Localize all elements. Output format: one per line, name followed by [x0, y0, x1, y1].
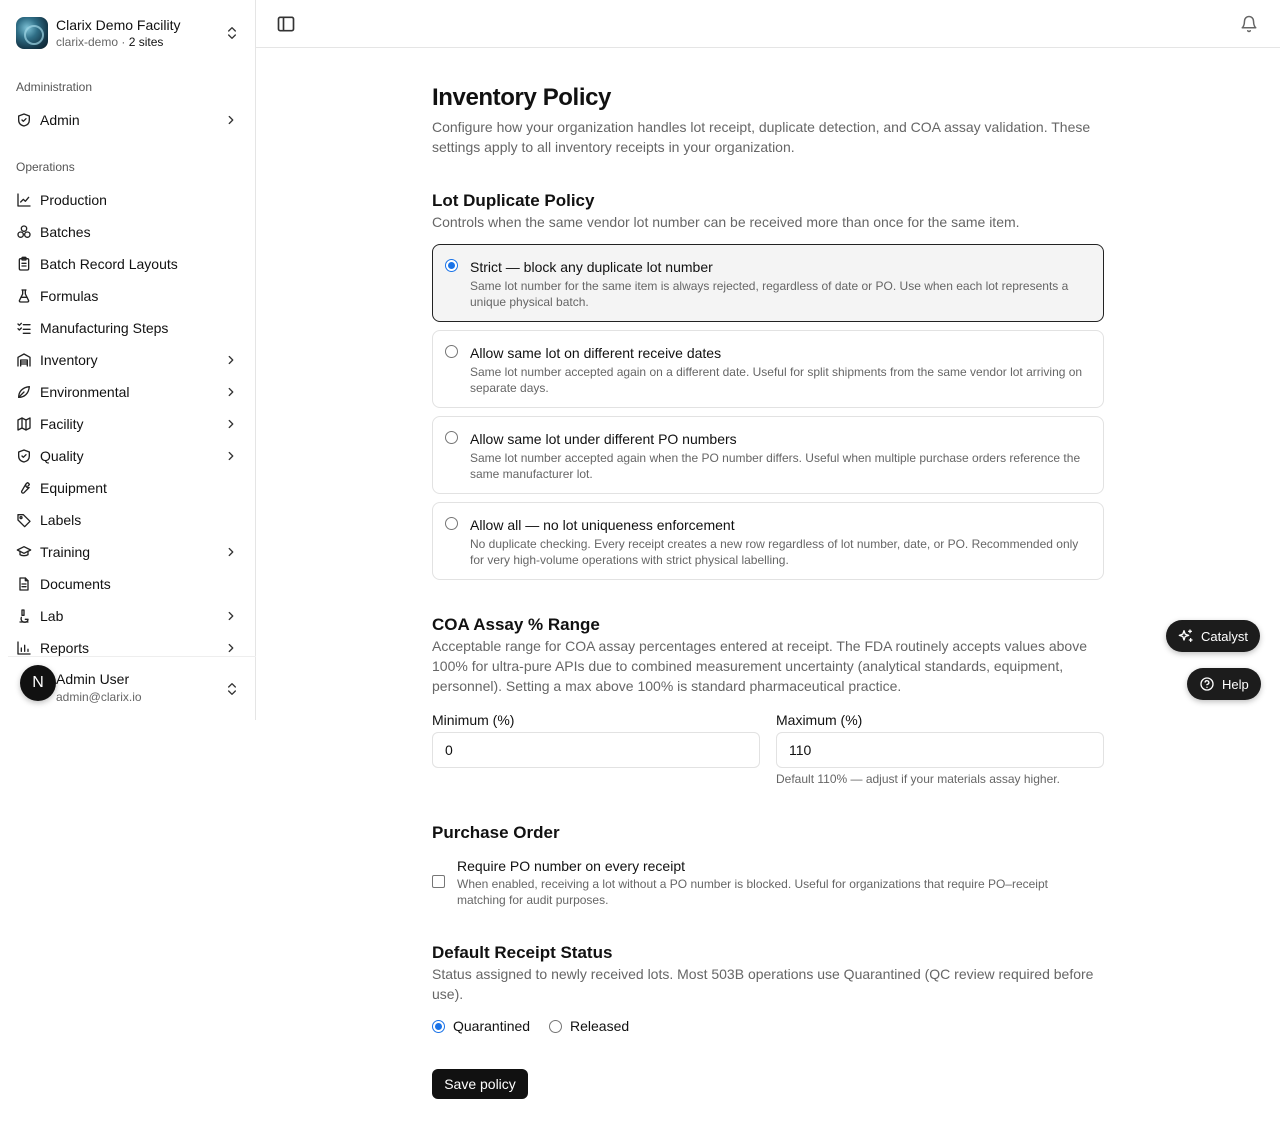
- map-icon: [16, 416, 32, 432]
- chevron-right-icon: [224, 113, 238, 127]
- radio-different-dates[interactable]: [445, 345, 458, 358]
- sidebar-item-environmental[interactable]: [8, 378, 248, 406]
- graduation-cap-icon: [16, 544, 32, 560]
- lot-policy-option-strict[interactable]: [432, 244, 1104, 322]
- section-administration: Administration: [16, 80, 93, 94]
- leaf-icon: [16, 384, 32, 400]
- option-title: Strict — block any duplicate lot number: [470, 259, 713, 275]
- org-separator: ·: [118, 35, 129, 49]
- save-policy-button[interactable]: Save policy: [432, 1069, 528, 1099]
- option-description: Same lot number accepted again when the PO number differs. Useful when multiple purchase orders reference the same manufacturer lot.: [470, 451, 1081, 481]
- status-option-released[interactable]: [549, 1018, 629, 1034]
- warehouse-icon: [16, 352, 32, 368]
- coa-description: Acceptable range for COA assay percentages entered at receipt. The FDA routinely accepts values above 100% for ultra-pure APIs due to combined measurement uncertainty (analytical standards, equipment, personnel). Setting a max above 100% is standard pharmaceutical practice.: [432, 638, 1088, 694]
- sidebar-item-label: Facility: [40, 416, 84, 432]
- purchase-order-title: Purchase Order: [432, 823, 560, 842]
- coa-max-hint: Default 110% — adjust if your materials assay higher.: [776, 772, 1060, 786]
- org-logo: [16, 17, 48, 49]
- require-po-description: When enabled, receiving a lot without a PO number is blocked. Useful for organizations that require PO–receipt matching for audit purposes.: [457, 877, 1048, 907]
- page-description: Configure how your organization handles lot receipt, duplicate detection, and COA assay validation. These settings apply to all inventory receipts in your organization.: [432, 119, 1091, 155]
- user-name: Admin User: [56, 671, 130, 687]
- coa-min-input[interactable]: [432, 732, 760, 768]
- require-po-label: Require PO number on every receipt: [457, 858, 685, 874]
- tag-icon: [16, 512, 32, 528]
- sidebar-item-label: Production: [40, 192, 107, 208]
- checklist-icon: [16, 320, 32, 336]
- org-slug: clarix-demo: [56, 35, 119, 49]
- coa-max-input[interactable]: [776, 732, 1104, 768]
- sidebar-item-documents[interactable]: [8, 570, 248, 598]
- sidebar-item-label: Labels: [40, 512, 82, 528]
- radio-different-po[interactable]: [445, 431, 458, 444]
- help-button[interactable]: [1187, 668, 1261, 700]
- section-operations: Operations: [16, 160, 75, 174]
- sparkles-icon: [1178, 628, 1194, 644]
- file-icon: [16, 576, 32, 592]
- chart-icon: [16, 192, 32, 208]
- status-option-quarantined[interactable]: [432, 1018, 530, 1034]
- radio-quarantined[interactable]: [432, 1020, 445, 1033]
- sidebar-item-label: Equipment: [40, 480, 107, 496]
- topbar: [256, 0, 1280, 48]
- catalyst-button[interactable]: [1166, 620, 1260, 652]
- clipboard-icon: [16, 256, 32, 272]
- sidebar-item-production[interactable]: [8, 186, 248, 214]
- chevron-right-icon: [224, 545, 238, 559]
- microscope-icon: [16, 608, 32, 624]
- sidebar-item-label: Formulas: [40, 288, 99, 304]
- user-email: admin@clarix.io: [56, 690, 142, 704]
- lot-policy-option-different-po[interactable]: [432, 416, 1104, 494]
- bell-icon[interactable]: [1240, 15, 1258, 33]
- sidebar-item-batches[interactable]: [8, 218, 248, 246]
- chevron-right-icon: [224, 417, 238, 431]
- boxes-icon: [16, 224, 32, 240]
- option-title: Allow same lot on different receive dates: [470, 345, 722, 361]
- option-description: Same lot number for the same item is always rejected, regardless of date or PO. Use when each lot represents a unique physical batch.: [470, 279, 1069, 309]
- sidebar-item-label: Batches: [40, 224, 91, 240]
- status-option-label: Quarantined: [453, 1018, 531, 1034]
- chevrons-up-down-icon: [224, 681, 240, 697]
- org-sites: 2 sites: [128, 35, 164, 49]
- lot-policy-option-allow-all[interactable]: [432, 502, 1104, 580]
- sidebar-item-label: Documents: [40, 576, 111, 592]
- sidebar-item-batch-record-layouts[interactable]: [8, 250, 248, 278]
- option-description: No duplicate checking. Every receipt creates a new row regardless of lot number, date, or PO. Recommended only for very high-volume operations with strict physical labelling.: [470, 537, 1079, 567]
- sidebar-item-label: Training: [40, 544, 91, 560]
- sidebar-item-label: Inventory: [40, 352, 98, 368]
- radio-allow-all[interactable]: [445, 517, 458, 530]
- option-title: Allow all — no lot uniqueness enforcement: [470, 517, 735, 533]
- sidebar-item-label: Batch Record Layouts: [40, 256, 178, 272]
- shield-check-icon: [16, 112, 32, 128]
- sidebar-item-manufacturing-steps[interactable]: [8, 314, 248, 342]
- org-text: [56, 16, 224, 50]
- sidebar-item-inventory[interactable]: [8, 346, 248, 374]
- sidebar-item-label: Quality: [40, 448, 84, 464]
- flask-icon: [16, 288, 32, 304]
- chevron-right-icon: [224, 641, 238, 655]
- lot-policy-description: Controls when the same vendor lot number can be received more than once for the same item.: [432, 214, 1020, 230]
- coa-title: COA Assay % Range: [432, 615, 600, 634]
- lot-policy-title: Lot Duplicate Policy: [432, 191, 595, 210]
- receipt-status-title: Default Receipt Status: [432, 943, 613, 962]
- option-description: Same lot number accepted again on a different date. Useful for split shipments from the same vendor lot arriving on separate days.: [470, 365, 1083, 395]
- require-po-checkbox[interactable]: [432, 875, 445, 888]
- sidebar-item-equipment[interactable]: [8, 474, 248, 502]
- radio-released[interactable]: [549, 1020, 562, 1033]
- coa-max-label: Maximum (%): [776, 712, 863, 728]
- chevron-right-icon: [224, 449, 238, 463]
- wrench-icon: [16, 480, 32, 496]
- sidebar-item-label: Reports: [40, 640, 90, 656]
- sidebar-toggle-icon[interactable]: [276, 14, 296, 34]
- status-option-label: Released: [570, 1018, 630, 1034]
- sidebar-item-facility[interactable]: [8, 410, 248, 438]
- user-menu[interactable]: [8, 656, 256, 712]
- bar-chart-icon: [16, 640, 32, 656]
- sidebar-item-quality[interactable]: [8, 442, 248, 470]
- radio-strict[interactable]: [445, 259, 458, 272]
- chevrons-up-down-icon: [224, 25, 240, 41]
- sidebar-item-formulas[interactable]: [8, 282, 248, 310]
- sidebar-item-label: Manufacturing Steps: [40, 320, 169, 336]
- coa-min-label: Minimum (%): [432, 712, 515, 728]
- help-label: Help: [1222, 676, 1249, 692]
- sidebar-item-lab[interactable]: [8, 602, 248, 630]
- help-circle-icon: [1199, 676, 1215, 692]
- shield-check-icon: [16, 448, 32, 464]
- org-name: Clarix Demo Facility: [56, 17, 181, 33]
- sidebar-item-training[interactable]: [8, 538, 248, 566]
- page-title: Inventory Policy: [432, 84, 611, 111]
- sidebar-item-admin[interactable]: [8, 106, 248, 134]
- org-subtitle: [56, 34, 224, 50]
- receipt-status-description: Status assigned to newly received lots. Most 503B operations use Quarantined (QC review required before use).: [432, 966, 1094, 1002]
- org-switcher[interactable]: [16, 16, 240, 50]
- lot-policy-option-different-dates[interactable]: [432, 330, 1104, 408]
- sidebar-item-label: Environmental: [40, 384, 130, 400]
- sidebar-item-label: Admin: [40, 112, 80, 128]
- sidebar-item-labels[interactable]: [8, 506, 248, 534]
- chevron-right-icon: [224, 609, 238, 623]
- sidebar: [0, 0, 256, 720]
- chevron-right-icon: [224, 353, 238, 367]
- avatar: N: [20, 665, 56, 701]
- chevron-right-icon: [224, 385, 238, 399]
- option-title: Allow same lot under different PO numbers: [470, 431, 737, 447]
- catalyst-label: Catalyst: [1201, 628, 1248, 644]
- sidebar-item-label: Lab: [40, 608, 64, 624]
